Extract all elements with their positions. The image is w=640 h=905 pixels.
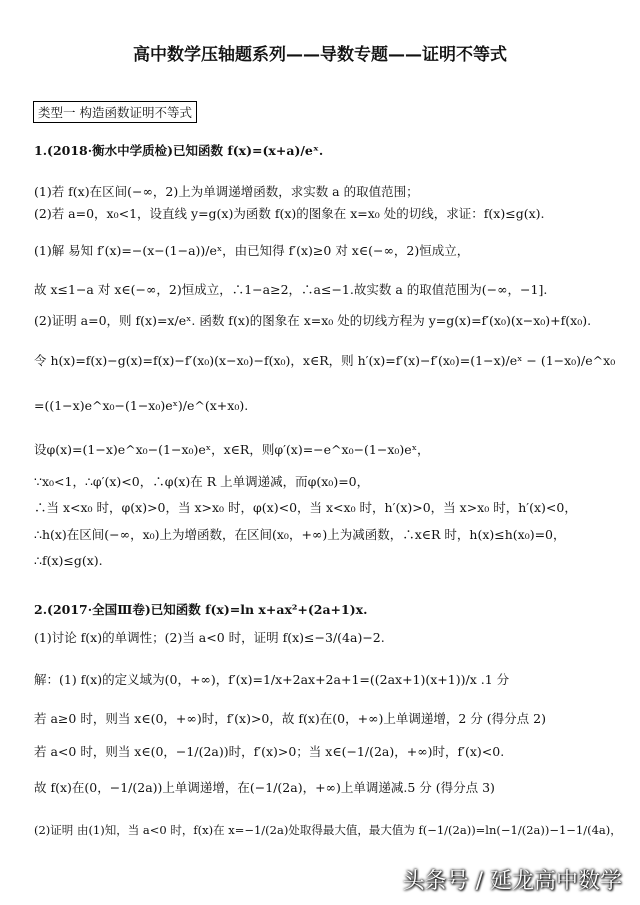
- problem-2-statement: 2.(2017·全国Ⅲ卷)已知函数 f(x)=ln x+ax²+(2a+1)x.: [34, 602, 368, 617]
- solution-1-line: (1)解 易知 f′(x)=−(x−(1−a))/eˣ，由已知得 f′(x)≥0 对 x∈(−∞，2)恒成立，: [34, 243, 470, 258]
- solution-1-line: 设φ(x)=(1−x)e^x₀−(1−x₀)eˣ，x∈R，则φ′(x)=−e^x₀−(1−x₀)eˣ，: [34, 442, 430, 457]
- solution-1-line: =((1−x)e^x₀−(1−x₀)eˣ)/e^(x+x₀).: [34, 398, 249, 413]
- section-label: 类型一 构造函数证明不等式: [33, 101, 197, 123]
- solution-2-line: 若 a≥0 时，则当 x∈(0，+∞)时，f′(x)>0，故 f(x)在(0，+∞)上单调递增，2 分 (得分点 2): [34, 711, 546, 726]
- solution-1-line: ∴当 x<x₀ 时，φ(x)>0，当 x>x₀ 时，φ(x)<0，当 x<x₀ 时，h′(x)>0，当 x>x₀ 时，h′(x)<0，: [34, 500, 577, 515]
- solution-1-line: ∴h(x)在区间(−∞，x₀)上为增函数，在区间(x₀，+∞)上为减函数，∴x∈R 时，h(x)≤h(x₀)=0，: [34, 527, 566, 542]
- solution-1-line: 故 x≤1−a 对 x∈(−∞，2)恒成立，∴1−a≥2，∴a≤−1.故实数 a 的取值范围为(−∞，−1].: [34, 282, 548, 297]
- problem-1-part-2: (2)若 a=0，x₀<1，设直线 y=g(x)为函数 f(x)的图象在 x=x₀ 处的切线，求证：f(x)≤g(x).: [34, 206, 545, 221]
- watermark: 头条号 / 延龙高中数学: [402, 869, 622, 894]
- solution-2-line: 故 f(x)在(0，−1/(2a))上单调递增，在(−1/(2a)，+∞)上单调递减.5 分 (得分点 3): [34, 780, 495, 795]
- page-title: 高中数学压轴题系列——导数专题——证明不等式: [133, 45, 507, 65]
- problem-1-statement: 1.(2018·衡水中学质检)已知函数 f(x)=(x+a)/eˣ.: [34, 143, 324, 158]
- solution-1-line: ∵x₀<1，∴φ′(x)<0，∴φ(x)在 R 上单调递减，而φ(x₀)=0，: [34, 474, 370, 489]
- solution-1-line: (2)证明 a=0，则 f(x)=x/eˣ. 函数 f(x)的图象在 x=x₀ 处的切线方程为 y=g(x)=f′(x₀)(x−x₀)+f(x₀).: [34, 313, 592, 328]
- solution-1-line: ∴f(x)≤g(x).: [34, 553, 103, 568]
- solution-1-line: 令 h(x)=f(x)−g(x)=f(x)−f′(x₀)(x−x₀)−f(x₀)，x∈R，则 h′(x)=f′(x)−f′(x₀)=(1−x)/eˣ − (1−x₀)/e^x₀: [34, 353, 616, 368]
- problem-2-parts: (1)讨论 f(x)的单调性；(2)当 a<0 时，证明 f(x)≤−3/(4a)−2.: [34, 630, 385, 645]
- solution-2-line: 若 a<0 时，则当 x∈(0，−1/(2a))时，f′(x)>0；当 x∈(−1/(2a)，+∞)时，f′(x)<0.: [34, 744, 505, 759]
- solution-2-line: 解：(1) f(x)的定义域为(0，+∞)，f′(x)=1/x+2ax+2a+1=((2ax+1)(x+1))/x .1 分: [34, 672, 510, 687]
- solution-2-line: (2)证明 由(1)知，当 a<0 时，f(x)在 x=−1/(2a)处取得最大值，最大值为 f(−1/(2a))=ln(−1/(2a))−1−1/(4a)，: [34, 823, 622, 837]
- problem-1-part-1: (1)若 f(x)在区间(−∞，2)上为单调递增函数，求实数 a 的取值范围；: [34, 184, 419, 199]
